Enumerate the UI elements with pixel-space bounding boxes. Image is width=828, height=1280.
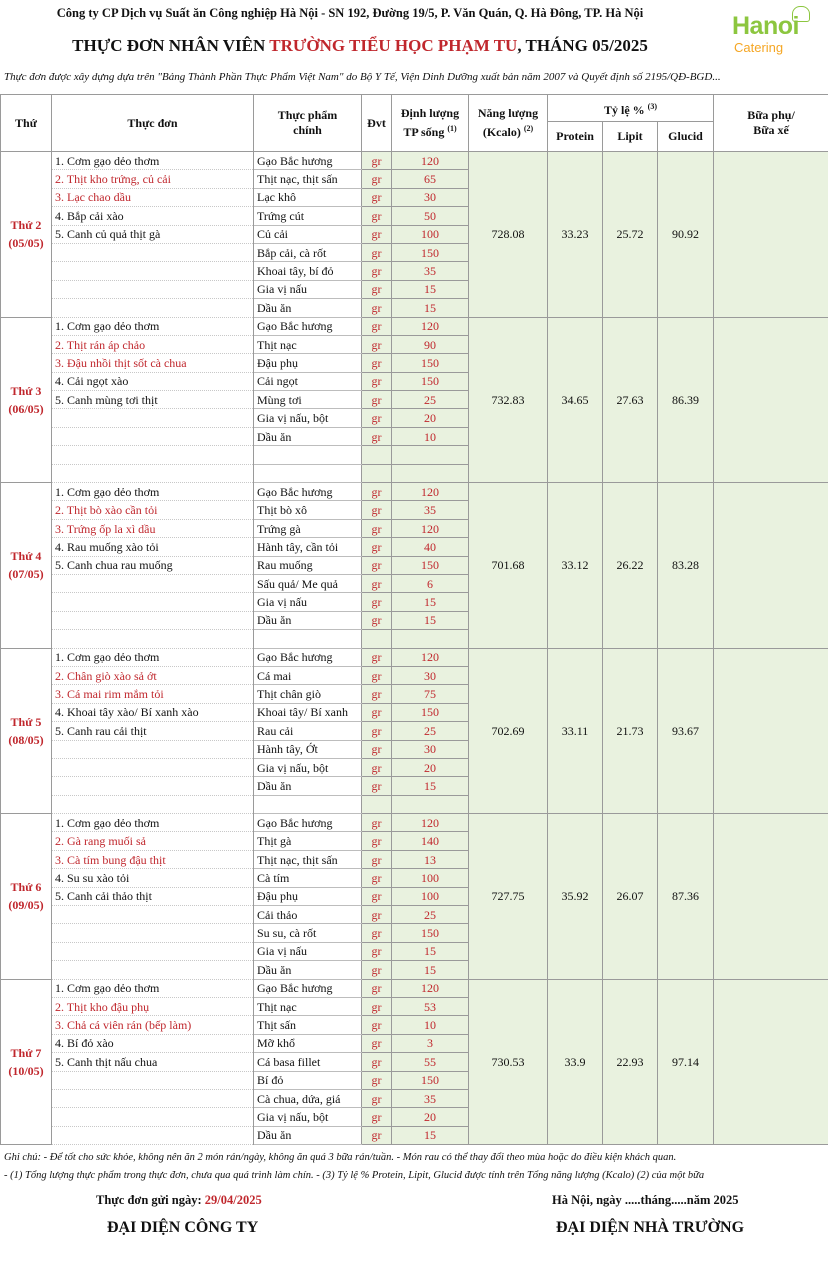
unit-cell: gr: [362, 170, 392, 188]
title-part1: THỰC ĐƠN NHÂN VIÊN: [72, 36, 270, 55]
unit-cell: gr: [362, 483, 392, 501]
quantity-cell: 120: [392, 519, 469, 537]
dish-cell: [52, 942, 254, 960]
quantity-cell: 120: [392, 814, 469, 832]
glucid-cell: 83.28: [658, 483, 714, 649]
unit-cell: gr: [362, 574, 392, 592]
quantity-cell: [392, 464, 469, 482]
unit-cell: gr: [362, 961, 392, 979]
unit-cell: [362, 630, 392, 648]
title-part2: , THÁNG 05/2025: [517, 36, 648, 55]
dish-cell: 5. Canh củ quả thịt gà: [52, 225, 254, 243]
quantity-cell: 10: [392, 427, 469, 445]
quantity-cell: 150: [392, 703, 469, 721]
lipit-cell: 26.07: [603, 814, 658, 980]
quantity-cell: [392, 630, 469, 648]
dish-cell: 4. Rau muống xào tỏi: [52, 538, 254, 556]
quantity-cell: 140: [392, 832, 469, 850]
ingredient-cell: Cải ngọt: [254, 372, 362, 390]
unit-cell: gr: [362, 979, 392, 997]
glucid-cell: 93.67: [658, 648, 714, 814]
quantity-cell: 25: [392, 906, 469, 924]
quantity-cell: 20: [392, 1108, 469, 1126]
quantity-cell: [392, 446, 469, 464]
table-row: [1, 814, 828, 832]
unit-cell: gr: [362, 280, 392, 298]
logo-text-bottom: Catering: [734, 40, 784, 55]
day-name: Thứ 5: [10, 714, 42, 729]
quantity-cell: 150: [392, 556, 469, 574]
day-name: Thứ 7: [10, 1045, 42, 1060]
ingredient-cell: Gia vị nấu: [254, 280, 362, 298]
dish-cell: 4. Bắp cải xào: [52, 207, 254, 225]
lipit-cell: 26.22: [603, 483, 658, 649]
ingredient-cell: Trứng cút: [254, 207, 362, 225]
logo-text-top: Hanoi: [732, 12, 799, 40]
company-representative: ĐẠI DIỆN CÔNG TY: [107, 1219, 259, 1236]
ingredient-cell: Đậu phụ: [254, 354, 362, 372]
quantity-cell: 30: [392, 188, 469, 206]
quantity-cell: 55: [392, 1053, 469, 1071]
extra-meal-cell: [714, 648, 828, 814]
dish-cell: [52, 280, 254, 298]
quantity-cell: 15: [392, 593, 469, 611]
protein-cell: 33.9: [548, 979, 603, 1145]
extra-meal-cell: [714, 483, 828, 649]
quantity-cell: 13: [392, 850, 469, 868]
quantity-cell: 65: [392, 170, 469, 188]
unit-cell: [362, 795, 392, 813]
dish-cell: 4. Bí đỏ xào: [52, 1034, 254, 1052]
day-date: (09/05): [8, 898, 44, 913]
header-ty-le: Tỷ lệ % $^{(3)}$: [548, 95, 714, 122]
header-thu: Thứ: [1, 95, 52, 152]
quantity-cell: 30: [392, 740, 469, 758]
ingredient-cell: Dầu ăn: [254, 299, 362, 317]
sign-date-line: Hà Nội, ngày .....tháng.....năm 2025: [552, 1193, 739, 1207]
quantity-cell: 15: [392, 299, 469, 317]
unit-cell: gr: [362, 225, 392, 243]
dish-cell: [52, 924, 254, 942]
glucid-cell: 90.92: [658, 152, 714, 318]
note-line-1: Ghi chú: - Để tốt cho sức khỏe, không nên ăn 2 món rán/ngày, không ăn quá 3 bữa rán/tuần. - Món rau có thể thay đổi theo mùa hoặc do điều kiện khách quan.: [4, 1152, 677, 1163]
unit-cell: gr: [362, 685, 392, 703]
ingredient-cell: Dầu ăn: [254, 427, 362, 445]
ingredient-cell: Sấu quả/ Me quả: [254, 574, 362, 592]
unit-cell: gr: [362, 317, 392, 335]
ingredient-cell: Cá mai: [254, 666, 362, 684]
quantity-cell: 35: [392, 1089, 469, 1107]
dish-cell: 4. Cải ngọt xào: [52, 372, 254, 390]
ingredient-cell: [254, 464, 362, 482]
lipit-cell: 25.72: [603, 152, 658, 318]
quantity-cell: 15: [392, 280, 469, 298]
dish-cell: [52, 1126, 254, 1144]
ingredient-cell: Gia vị nấu: [254, 942, 362, 960]
dish-cell: [52, 243, 254, 261]
ingredient-cell: [254, 795, 362, 813]
ingredient-cell: Mỡ khổ: [254, 1034, 362, 1052]
unit-cell: gr: [362, 372, 392, 390]
unit-cell: [362, 446, 392, 464]
dish-cell: 3. Chả cá viên rán (bếp làm): [52, 1016, 254, 1034]
dish-cell: [52, 464, 254, 482]
dish-cell: 2. Thịt rán áp chảo: [52, 335, 254, 353]
quantity-cell: 40: [392, 538, 469, 556]
protein-cell: 33.11: [548, 648, 603, 814]
dish-cell: [52, 740, 254, 758]
dish-cell: [52, 630, 254, 648]
ingredient-cell: Dầu ăn: [254, 777, 362, 795]
quantity-cell: 20: [392, 409, 469, 427]
dish-cell: 1. Cơm gạo dẻo thơm: [52, 483, 254, 501]
dish-cell: 2. Thịt bò xào cần tỏi: [52, 501, 254, 519]
unit-cell: gr: [362, 556, 392, 574]
unit-cell: gr: [362, 869, 392, 887]
dish-cell: [52, 446, 254, 464]
header-thuc-don: Thực đơn: [52, 95, 254, 152]
unit-cell: gr: [362, 243, 392, 261]
dish-cell: 3. Cá mai rim mắm tỏi: [52, 685, 254, 703]
energy-cell: 727.75: [469, 814, 548, 980]
ingredient-cell: Thịt sấn: [254, 1016, 362, 1034]
ingredient-cell: Gia vị nấu, bột: [254, 409, 362, 427]
ingredient-cell: Gia vị nấu, bột: [254, 758, 362, 776]
ingredient-cell: Bắp cải, cà rốt: [254, 243, 362, 261]
quantity-cell: 120: [392, 648, 469, 666]
dish-cell: 2. Gà rang muối sả: [52, 832, 254, 850]
protein-cell: 33.12: [548, 483, 603, 649]
dish-cell: 3. Trứng ốp la xì dầu: [52, 519, 254, 537]
unit-cell: gr: [362, 262, 392, 280]
quantity-cell: 150: [392, 1071, 469, 1089]
unit-cell: gr: [362, 906, 392, 924]
dish-cell: 2. Chân giò xào sả ớt: [52, 666, 254, 684]
dish-cell: 2. Thịt kho đậu phụ: [52, 997, 254, 1015]
ingredient-cell: Gạo Bắc hương: [254, 483, 362, 501]
dish-cell: 5. Canh cải thảo thịt: [52, 887, 254, 905]
unit-cell: gr: [362, 740, 392, 758]
ingredient-cell: Cà chua, dứa, giá: [254, 1089, 362, 1107]
quantity-cell: 25: [392, 722, 469, 740]
protein-cell: 35.92: [548, 814, 603, 980]
day-name: Thứ 6: [10, 880, 42, 895]
quantity-cell: 3: [392, 1034, 469, 1052]
ingredient-cell: Hành tây, cần tỏi: [254, 538, 362, 556]
quantity-cell: 120: [392, 152, 469, 170]
energy-cell: 702.69: [469, 648, 548, 814]
dish-cell: 5. Canh thịt nấu chua: [52, 1053, 254, 1071]
school-representative: ĐẠI DIỆN NHÀ TRƯỜNG: [556, 1219, 745, 1236]
day-date: (06/05): [8, 401, 44, 416]
quantity-cell: 15: [392, 777, 469, 795]
lipit-cell: 22.93: [603, 979, 658, 1145]
energy-cell: 701.68: [469, 483, 548, 649]
energy-cell: 728.08: [469, 152, 548, 318]
dish-cell: 4. Su su xào tỏi: [52, 869, 254, 887]
day-cell: [1, 483, 52, 649]
unit-cell: gr: [362, 850, 392, 868]
unit-cell: gr: [362, 152, 392, 170]
day-cell: [1, 814, 52, 980]
dish-cell: 1. Cơm gạo dẻo thơm: [52, 979, 254, 997]
ingredient-cell: Dầu ăn: [254, 1126, 362, 1144]
day-date: (10/05): [8, 1063, 44, 1078]
ingredient-cell: Củ cải: [254, 225, 362, 243]
dish-cell: 2. Thịt kho trứng, củ cải: [52, 170, 254, 188]
glucid-cell: 97.14: [658, 979, 714, 1145]
dish-cell: [52, 1071, 254, 1089]
sent-date: Thực đơn gửi ngày: 29/04/2025: [96, 1193, 262, 1207]
dish-cell: [52, 758, 254, 776]
ingredient-cell: Mùng tơi: [254, 391, 362, 409]
dish-cell: [52, 906, 254, 924]
extra-meal-cell: [714, 152, 828, 318]
company-info: Công ty CP Dịch vụ Suất ăn Công nghiệp Hà Nội - SN 192, Đường 19/5, P. Văn Quán, Q. Hà Đông, TP. Hà Nội: [56, 6, 644, 20]
ingredient-cell: Gia vị nấu, bột: [254, 1108, 362, 1126]
unit-cell: gr: [362, 427, 392, 445]
ingredient-cell: Gạo Bắc hương: [254, 979, 362, 997]
day-date: (07/05): [8, 567, 44, 582]
unit-cell: [362, 464, 392, 482]
dish-cell: [52, 427, 254, 445]
dish-cell: 3. Lạc chao dầu: [52, 188, 254, 206]
day-cell: [1, 979, 52, 1145]
note-line-2: - (1) Tổng lượng thực phẩm trong thực đơn, chưa qua quá trình làm chín. - (3) Tỷ lệ % Protein, Lipit, Glucid được tính trên Tổng năng lượng (Kcalo) (2) của một bữa: [4, 1170, 705, 1181]
ingredient-cell: Thịt nạc, thịt sấn: [254, 170, 362, 188]
dish-cell: 5. Canh mùng tơi thịt: [52, 391, 254, 409]
table-row: [1, 979, 828, 997]
ingredient-cell: Dầu ăn: [254, 961, 362, 979]
header-lipit: Lipit: [603, 122, 658, 152]
ingredient-cell: [254, 446, 362, 464]
ingredient-cell: Khoai tây/ Bí xanh: [254, 703, 362, 721]
menu-table: [0, 94, 828, 1145]
unit-cell: gr: [362, 924, 392, 942]
dish-cell: [52, 795, 254, 813]
dish-cell: 1. Cơm gạo dẻo thơm: [52, 317, 254, 335]
energy-cell: 730.53: [469, 979, 548, 1145]
day-cell: [1, 152, 52, 318]
dish-cell: [52, 262, 254, 280]
table-row: [1, 152, 828, 170]
header-bua-phu: Bữa phụ/ Bữa xế: [714, 95, 828, 152]
ingredient-cell: Cải thảo: [254, 906, 362, 924]
dish-cell: 1. Cơm gạo dẻo thơm: [52, 814, 254, 832]
quantity-cell: 35: [392, 262, 469, 280]
ingredient-cell: Dầu ăn: [254, 611, 362, 629]
unit-cell: gr: [362, 703, 392, 721]
table-row: [1, 483, 828, 501]
ingredient-cell: Bí đỏ: [254, 1071, 362, 1089]
unit-cell: gr: [362, 832, 392, 850]
unit-cell: gr: [362, 593, 392, 611]
quantity-cell: 150: [392, 924, 469, 942]
table-row: [1, 648, 828, 666]
quantity-cell: 50: [392, 207, 469, 225]
unit-cell: gr: [362, 1016, 392, 1034]
header-dvt: Đvt: [362, 95, 392, 152]
unit-cell: gr: [362, 1089, 392, 1107]
lipit-cell: 27.63: [603, 317, 658, 483]
ingredient-cell: Gạo Bắc hương: [254, 814, 362, 832]
protein-cell: 34.65: [548, 317, 603, 483]
quantity-cell: 30: [392, 666, 469, 684]
energy-cell: 732.83: [469, 317, 548, 483]
day-cell: [1, 648, 52, 814]
ingredient-cell: Rau muống: [254, 556, 362, 574]
table-row: [1, 317, 828, 335]
quantity-cell: 120: [392, 483, 469, 501]
quantity-cell: 15: [392, 1126, 469, 1144]
ingredient-cell: Trứng gà: [254, 519, 362, 537]
ingredient-cell: Gạo Bắc hương: [254, 317, 362, 335]
unit-cell: gr: [362, 777, 392, 795]
dish-cell: [52, 1089, 254, 1107]
ingredient-cell: Thịt chân giò: [254, 685, 362, 703]
dish-cell: [52, 1108, 254, 1126]
unit-cell: gr: [362, 1108, 392, 1126]
quantity-cell: 100: [392, 887, 469, 905]
extra-meal-cell: [714, 814, 828, 980]
dish-cell: [52, 299, 254, 317]
quantity-cell: 20: [392, 758, 469, 776]
day-name: Thứ 2: [10, 218, 42, 233]
day-name: Thứ 3: [10, 383, 42, 398]
unit-cell: gr: [362, 1126, 392, 1144]
unit-cell: gr: [362, 519, 392, 537]
ingredient-cell: Cà tím: [254, 869, 362, 887]
unit-cell: gr: [362, 666, 392, 684]
quantity-cell: 15: [392, 611, 469, 629]
unit-cell: gr: [362, 538, 392, 556]
dish-cell: [52, 574, 254, 592]
title-school: TRƯỜNG TIỂU HỌC PHẠM TU: [269, 36, 518, 55]
dish-cell: 4. Khoai tây xào/ Bí xanh xào: [52, 703, 254, 721]
extra-meal-cell: [714, 979, 828, 1145]
day-date: (08/05): [8, 732, 44, 747]
unit-cell: gr: [362, 409, 392, 427]
page-title: [0, 36, 720, 56]
ingredient-cell: Thịt nạc, thịt sấn: [254, 850, 362, 868]
quantity-cell: 150: [392, 243, 469, 261]
protein-cell: 33.23: [548, 152, 603, 318]
dish-cell: [52, 961, 254, 979]
dish-cell: 5. Canh chua rau muống: [52, 556, 254, 574]
ingredient-cell: [254, 630, 362, 648]
quantity-cell: 10: [392, 1016, 469, 1034]
glucid-cell: 86.39: [658, 317, 714, 483]
quantity-cell: 100: [392, 225, 469, 243]
dish-cell: [52, 611, 254, 629]
header-thuc-pham: Thực phẩm chính: [254, 95, 362, 152]
company-logo: [732, 12, 812, 62]
unit-cell: gr: [362, 335, 392, 353]
quantity-cell: 53: [392, 997, 469, 1015]
ingredient-cell: Gia vị nấu: [254, 593, 362, 611]
header-nang-luong: Năng lượng (Kcalo) $^{(2)}$: [469, 95, 548, 152]
quantity-cell: 120: [392, 979, 469, 997]
ingredient-cell: Gạo Bắc hương: [254, 152, 362, 170]
lipit-cell: 21.73: [603, 648, 658, 814]
ingredient-cell: Thịt nạc: [254, 335, 362, 353]
unit-cell: gr: [362, 1053, 392, 1071]
ingredient-cell: Thịt bò xô: [254, 501, 362, 519]
unit-cell: gr: [362, 1034, 392, 1052]
dish-cell: 3. Đậu nhồi thịt sốt cà chua: [52, 354, 254, 372]
quantity-cell: 75: [392, 685, 469, 703]
unit-cell: gr: [362, 611, 392, 629]
ingredient-cell: Su su, cà rốt: [254, 924, 362, 942]
header-glucid: Glucid: [658, 122, 714, 152]
ingredient-cell: Đậu phụ: [254, 887, 362, 905]
day-cell: [1, 317, 52, 483]
quantity-cell: 35: [392, 501, 469, 519]
glucid-cell: 87.36: [658, 814, 714, 980]
ingredient-cell: Thịt gà: [254, 832, 362, 850]
unit-cell: gr: [362, 722, 392, 740]
ingredient-cell: Rau cải: [254, 722, 362, 740]
ingredient-cell: Thịt nạc: [254, 997, 362, 1015]
quantity-cell: 120: [392, 317, 469, 335]
ingredient-cell: Hành tây, Ớt: [254, 740, 362, 758]
dish-cell: [52, 777, 254, 795]
unit-cell: gr: [362, 887, 392, 905]
notes: [4, 1149, 828, 1185]
day-name: Thứ 4: [10, 549, 42, 564]
ingredient-cell: Gạo Bắc hương: [254, 648, 362, 666]
unit-cell: gr: [362, 207, 392, 225]
quantity-cell: 25: [392, 391, 469, 409]
quantity-cell: 15: [392, 942, 469, 960]
ingredient-cell: Cá basa fillet: [254, 1053, 362, 1071]
unit-cell: gr: [362, 814, 392, 832]
quantity-cell: [392, 795, 469, 813]
unit-cell: gr: [362, 354, 392, 372]
quantity-cell: 6: [392, 574, 469, 592]
ingredient-cell: Lạc khô: [254, 188, 362, 206]
quantity-cell: 90: [392, 335, 469, 353]
quantity-cell: 150: [392, 354, 469, 372]
quantity-cell: 15: [392, 961, 469, 979]
quantity-cell: 150: [392, 372, 469, 390]
unit-cell: gr: [362, 501, 392, 519]
unit-cell: gr: [362, 299, 392, 317]
dish-cell: 3. Cà tím bung đậu thịt: [52, 850, 254, 868]
header-protein: Protein: [548, 122, 603, 152]
unit-cell: gr: [362, 942, 392, 960]
quantity-cell: 100: [392, 869, 469, 887]
extra-meal-cell: [714, 317, 828, 483]
unit-cell: gr: [362, 758, 392, 776]
day-date: (05/05): [8, 236, 44, 251]
menu-basis-note: Thực đơn được xây dựng dựa trên "Bảng Thành Phần Thực Phẩm Việt Nam" do Bộ Y Tế, Viện Dinh Dưỡng xuất bản năm 2007 và Quyết định số 2195/QĐ-BGD...: [4, 71, 721, 83]
dish-cell: [52, 409, 254, 427]
dish-cell: [52, 593, 254, 611]
dish-cell: 1. Cơm gạo dẻo thơm: [52, 648, 254, 666]
unit-cell: gr: [362, 997, 392, 1015]
unit-cell: gr: [362, 648, 392, 666]
dish-cell: 1. Cơm gạo dẻo thơm: [52, 152, 254, 170]
ingredient-cell: Khoai tây, bí đỏ: [254, 262, 362, 280]
unit-cell: gr: [362, 188, 392, 206]
unit-cell: gr: [362, 1071, 392, 1089]
header-dinh-luong: Định lượng TP sống $^{(1)}$: [392, 95, 469, 152]
dish-cell: 5. Canh rau cải thịt: [52, 722, 254, 740]
unit-cell: gr: [362, 391, 392, 409]
